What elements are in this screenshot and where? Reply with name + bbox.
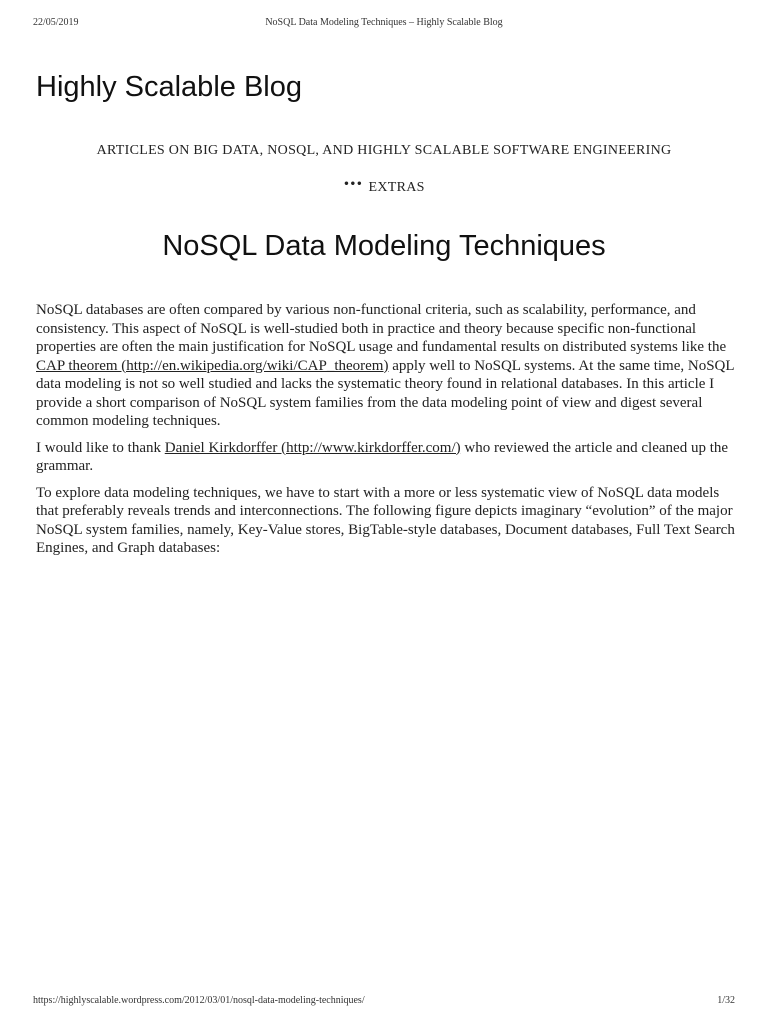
page-number: 1/32	[717, 995, 735, 1006]
paragraph-text: NoSQL databases are often compared by various non-functional criteria, such as scalability, performance, and consistency. This aspect of NoSQL is well-studied both in practice and theory because specific non-functional properties are often the main justification for NoSQL usage and fundamental results on distributed systems like the	[36, 302, 727, 355]
article-title: NoSQL Data Modeling Techniques	[162, 230, 606, 262]
paragraph-text: who reviewed the article and cleaned up the grammar.	[36, 439, 729, 474]
article-body	[36, 301, 736, 566]
daniel-kirkdorffer-link[interactable]: Daniel Kirkdorffer (http://www.kirkdorffer.com/)	[164, 439, 461, 456]
print-header	[33, 17, 735, 31]
print-document-title: NoSQL Data Modeling Techniques – Highly Scalable Blog	[265, 17, 503, 28]
print-url: https://highlyscalable.wordpress.com/2012/03/01/nosql-data-modeling-techniques/	[33, 995, 365, 1006]
more-icon[interactable]: •••	[343, 179, 363, 190]
nav-articles-link[interactable]: ARTICLES ON BIG DATA, NOSQL, AND HIGHLY SCALABLE SOFTWARE ENGINEERING	[96, 143, 672, 158]
article-paragraph-intro	[36, 301, 736, 431]
site-title[interactable]: Highly Scalable Blog	[36, 71, 302, 103]
article-paragraph-explore: To explore data modeling techniques, we have to start with a more or less systematic view of NoSQL data models that preferably reveals trends and interconnections. The following figure depicts imaginary “evolution” of the major NoSQL system families, namely, Key-Value stores, BigTable-style databases, Document databases, Full Text Search Engines, and Graph databases:	[36, 484, 735, 556]
cap-theorem-link[interactable]: CAP theorem (http://en.wikipedia.org/wiki/CAP_theorem)	[36, 357, 389, 374]
paragraph-text: I would like to thank	[36, 439, 165, 456]
paragraph-text: apply well to NoSQL systems. At the same time, NoSQL data modeling is not so well studied and lacks the systematic theory found in relational databases. In this article I provide a short comparison of NoSQL system families from the data modeling point of view and digest several common modeling techniques.	[36, 357, 734, 429]
nav-extras-link[interactable]: EXTRAS	[368, 180, 425, 195]
print-footer	[33, 995, 735, 1009]
print-date: 22/05/2019	[33, 17, 79, 28]
article-paragraph-thanks	[36, 439, 736, 476]
nav-secondary	[0, 179, 768, 196]
